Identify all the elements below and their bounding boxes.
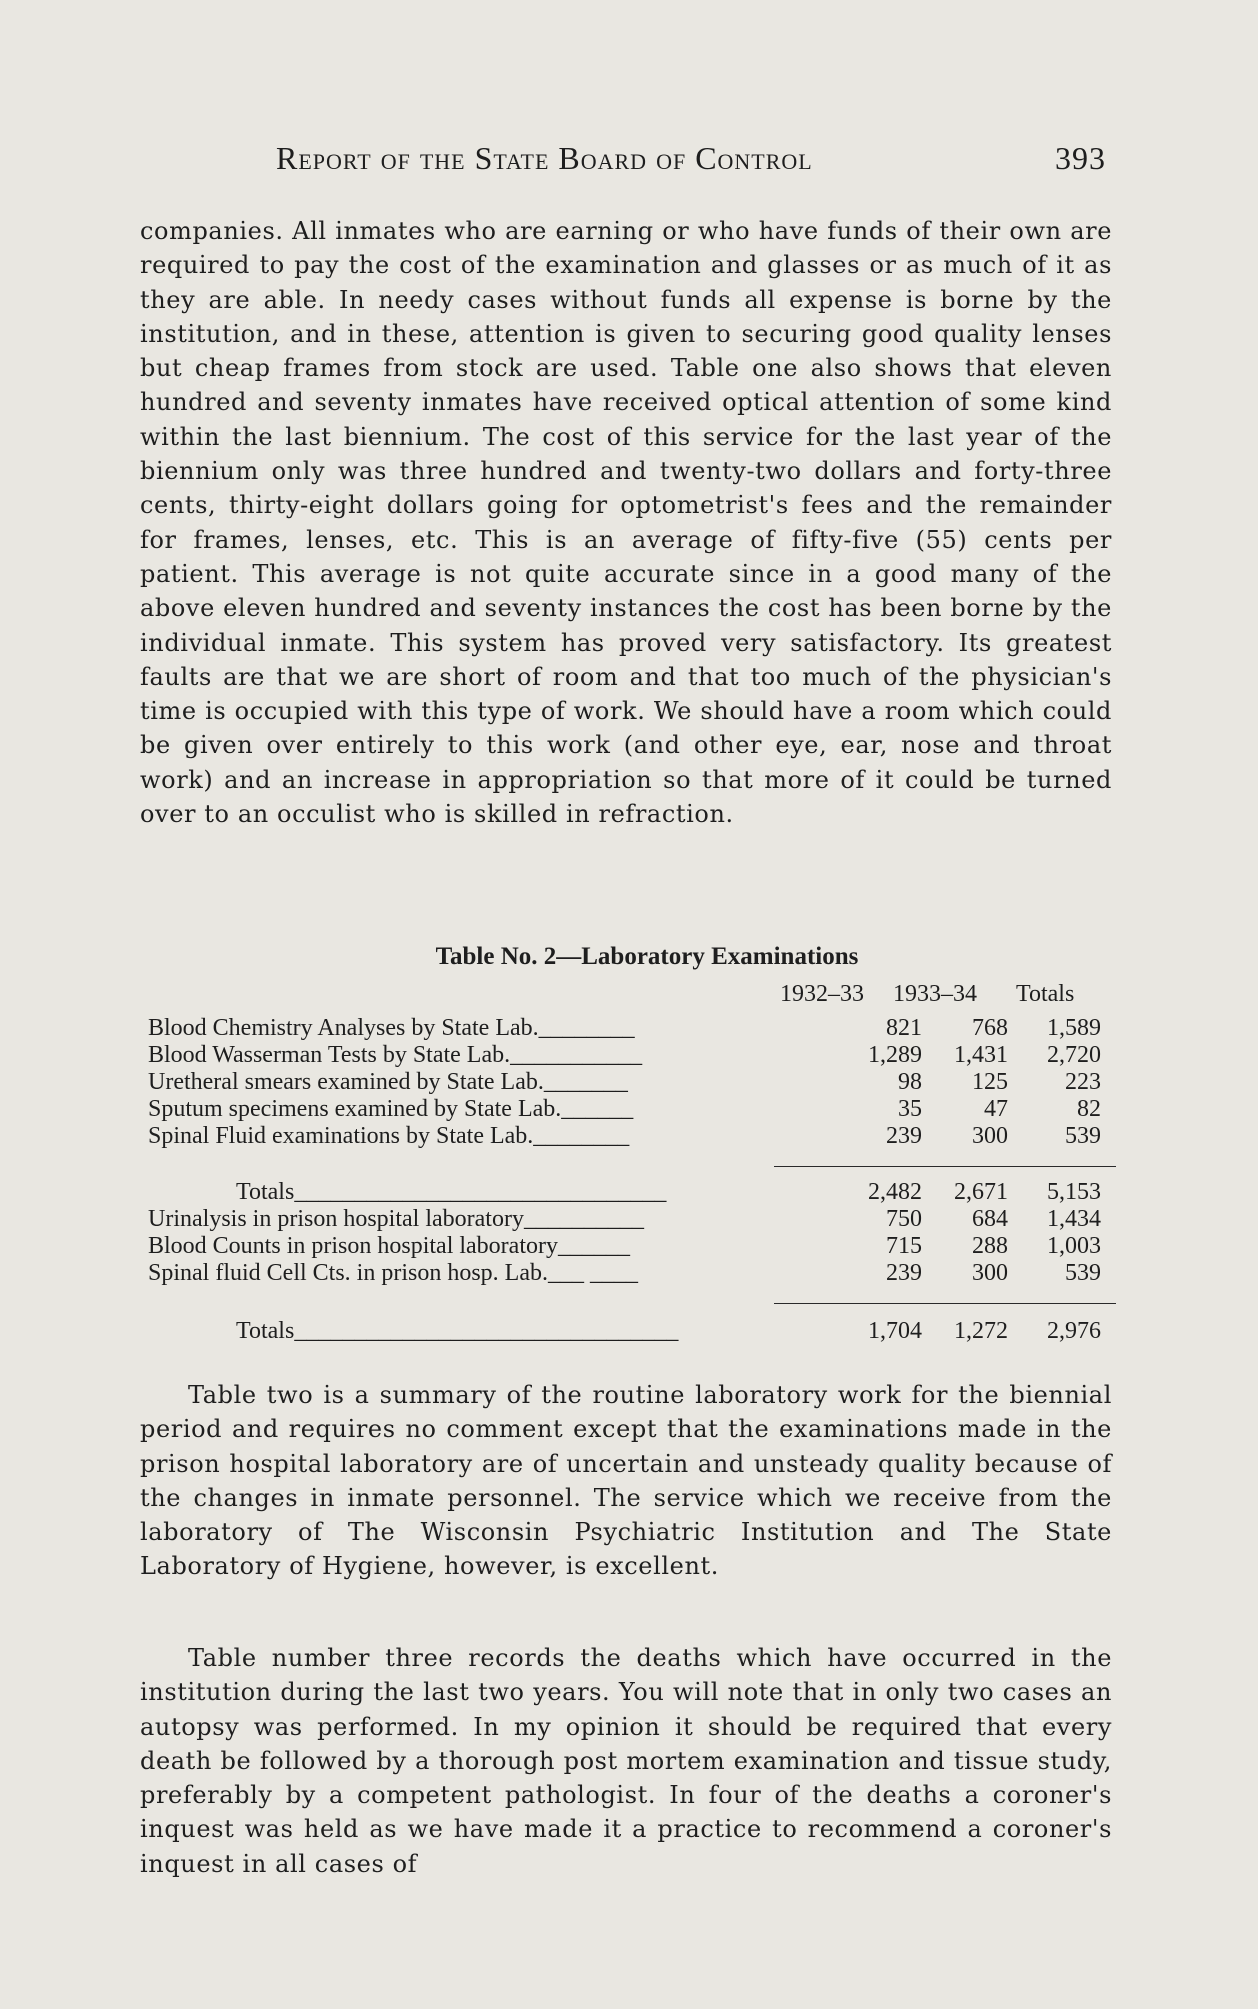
laboratory-examinations-table xyxy=(148,939,1116,1345)
value-1933-34: 768 xyxy=(972,1015,1008,1041)
paragraph-text: Table two is a summary of the routine laboratory work for the biennial period and requires no comment except that the examinations made in the prison hospital laboratory are of uncertain and unsteady quality because of the changes in inmate personnel. The service which we receive from the laboratory of The Wisconsin Psychiatric Institution and The State Laboratory of Hygiene, however, is excellent. xyxy=(140,1381,1112,1581)
table-row xyxy=(148,1260,1116,1287)
value-1932-33: 239 xyxy=(886,1260,922,1286)
total-grand: 5,153 xyxy=(1047,1179,1101,1205)
table-row xyxy=(148,1069,1116,1096)
value-1933-34: 125 xyxy=(972,1069,1008,1095)
value-1932-33: 35 xyxy=(898,1096,922,1122)
total-label: Totals________________________________ xyxy=(236,1318,679,1344)
value-1933-34: 300 xyxy=(972,1260,1008,1286)
total-grand: 2,976 xyxy=(1047,1318,1101,1344)
value-1932-33: 1,289 xyxy=(868,1042,922,1068)
value-total: 2,720 xyxy=(1047,1042,1101,1068)
row-label: Blood Counts in prison hospital laboratory______ xyxy=(148,1233,630,1259)
column-header-1932-33: 1932–33 xyxy=(780,981,864,1007)
table-row xyxy=(148,1233,1116,1260)
row-label: Spinal Fluid examinations by State Lab.________ xyxy=(148,1123,630,1149)
table-row xyxy=(148,1042,1116,1069)
total-1932-33: 2,482 xyxy=(868,1179,922,1205)
running-title: Report of the State Board of Control xyxy=(276,140,813,176)
value-total: 223 xyxy=(1065,1069,1101,1095)
paragraph-table-two xyxy=(140,1378,1112,1584)
value-1932-33: 239 xyxy=(886,1123,922,1149)
table-row xyxy=(148,1096,1116,1123)
row-label: Urinalysis in prison hospital laboratory__________ xyxy=(148,1206,644,1232)
table-row xyxy=(148,1015,1116,1042)
table-row xyxy=(148,1123,1116,1150)
value-1933-34: 300 xyxy=(972,1123,1008,1149)
value-total: 82 xyxy=(1077,1096,1101,1122)
value-1932-33: 715 xyxy=(886,1233,922,1259)
row-label: Spinal fluid Cell Cts. in prison hosp. Lab.___ ____ xyxy=(148,1260,638,1286)
row-label: Blood Chemistry Analyses by State Lab.________ xyxy=(148,1015,635,1041)
page-header xyxy=(276,140,1106,180)
value-1932-33: 98 xyxy=(898,1069,922,1095)
value-total: 1,434 xyxy=(1047,1206,1101,1232)
value-1933-34: 1,431 xyxy=(954,1042,1008,1068)
subtotal-rule xyxy=(148,1303,1116,1304)
table-total-row xyxy=(148,1179,1116,1206)
column-header-totals: Totals xyxy=(1016,981,1075,1007)
row-label: Sputum specimens examined by State Lab.______ xyxy=(148,1096,634,1122)
paragraph-optical-service xyxy=(140,214,1112,831)
value-1933-34: 684 xyxy=(972,1206,1008,1232)
value-total: 1,589 xyxy=(1047,1015,1101,1041)
row-label: Blood Wasserman Tests by State Lab.___________ xyxy=(148,1042,643,1068)
total-1933-34: 1,272 xyxy=(954,1318,1008,1344)
value-total: 1,003 xyxy=(1047,1233,1101,1259)
row-label: Uretheral smears examined by State Lab._______ xyxy=(148,1069,628,1095)
subtotal-rule xyxy=(148,1166,1116,1167)
value-1932-33: 750 xyxy=(886,1206,922,1232)
value-total: 539 xyxy=(1065,1123,1101,1149)
value-total: 539 xyxy=(1065,1260,1101,1286)
value-1932-33: 821 xyxy=(886,1015,922,1041)
page-number: 393 xyxy=(1055,140,1106,176)
paragraph-text: Table number three records the deaths which have occurred in the institution during the last two years. You will note that in only two cases an autopsy was performed. In my opinion it should be required that every death be followed by a thorough post mortem examination and tissue study, preferably by a competent pathologist. In four of the deaths a coroner's inquest was held as we have made it a practice to recommend a coroner's inquest in all cases of xyxy=(140,1644,1112,1878)
table-row xyxy=(148,1206,1116,1233)
paragraph-table-three xyxy=(140,1641,1112,1881)
table-total-row xyxy=(148,1318,1116,1345)
total-1932-33: 1,704 xyxy=(868,1318,922,1344)
table-column-headers xyxy=(148,975,1116,1015)
paragraph-text: companies. All inmates who are earning or who have funds of their own are required to pay the cost of the examination and glasses or as much of it as they are able. In needy cases without funds all expense is borne by the institution, and in these, attention is given to securing good quality lenses but cheap frames from stock are used. Table one also shows that eleven hundred and seventy inmates have received optical attention of some kind within the last biennium. The cost of this service for the last year of the biennium only was three hundred and twenty-two dollars and forty-three cents, thirty-eight dollars going for optometrist's fees and the remainder for frames, lenses, etc. This is an average of fifty-five (55) cents per patient. This average is not quite accurate since in a good many of the above eleven hundred and seventy instances the cost has been borne by the individual inmate. This system has proved very satisfactory. Its greatest faults are that we are short of room and that too much of the physician's time is occupied with this type of work. We should have a room which could be given over entirely to this work (and other eye, ear, nose and throat work) and an increase in appropriation so that more of it could be turned over to an occulist who is skilled in refraction. xyxy=(140,217,1112,829)
table-title: Table No. 2—Laboratory Examinations xyxy=(435,943,859,970)
column-header-1933-34: 1933–34 xyxy=(893,981,977,1007)
total-label: Totals_______________________________ xyxy=(236,1179,667,1205)
total-1933-34: 2,671 xyxy=(954,1179,1008,1205)
value-1933-34: 47 xyxy=(984,1096,1008,1122)
value-1933-34: 288 xyxy=(972,1233,1008,1259)
